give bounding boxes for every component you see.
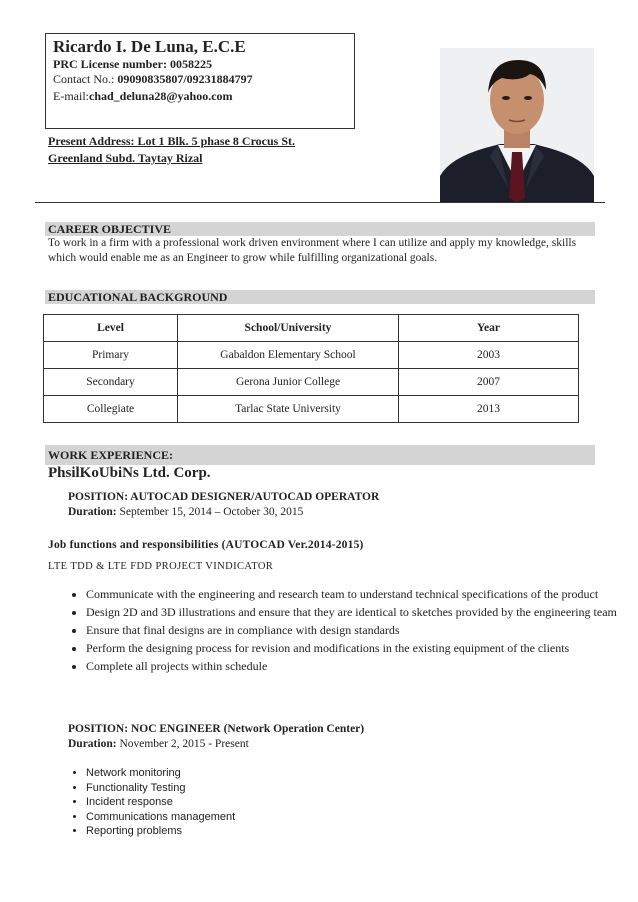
- list-item: • Network monitoring: [86, 766, 486, 781]
- list-item: • Functionality Testing: [86, 781, 486, 796]
- project-name: LTE TDD & LTE FDD PROJECT VINDICATOR: [48, 561, 274, 572]
- school-cell: Gabaldon Elementary School: [178, 342, 399, 369]
- table-row: [44, 369, 579, 396]
- contact-value: 09090835807/09231884797: [117, 72, 253, 86]
- education-heading: EDUCATIONAL BACKGROUND: [45, 290, 595, 304]
- table-row: [44, 396, 579, 423]
- address-line-2: Greenland Subd. Taytay Rizal: [48, 151, 203, 165]
- job-functions-heading: Job functions and responsibilities (AUTOCAD Ver.2014-2015): [48, 539, 364, 551]
- list-item: • Ensure that final designs are in compliance with design standards: [86, 622, 626, 638]
- work-experience-heading: WORK EXPERIENCE:: [45, 445, 595, 465]
- company-name: PhsilKoUbiNs Ltd. Corp.: [48, 465, 211, 481]
- prc-license: [53, 57, 212, 72]
- email: [53, 89, 233, 104]
- year-cell: 2013: [399, 396, 579, 423]
- applicant-name: Ricardo I. De Luna, E.C.E: [53, 37, 246, 56]
- level-cell: Secondary: [44, 369, 178, 396]
- job2-duration-label: Duration:: [68, 738, 120, 750]
- list-item: • Incident response: [86, 795, 486, 810]
- year-cell: 2007: [399, 369, 579, 396]
- table-header-row: [44, 315, 579, 342]
- list-item: • Perform the designing process for revision and modifications in the existing equipment of the clients: [86, 640, 626, 656]
- column-header-year: Year: [399, 315, 579, 342]
- contact-number: [53, 72, 253, 87]
- job2-position: POSITION: NOC ENGINEER (Network Operation Center): [68, 723, 365, 735]
- address-line-1: Present Address: Lot 1 Blk. 5 phase 8 Crocus St.: [48, 134, 296, 148]
- year-cell: 2003: [399, 342, 579, 369]
- job1-position: POSITION: AUTOCAD DESIGNER/AUTOCAD OPERATOR: [68, 491, 380, 503]
- list-item: • Communicate with the engineering and research team to understand technical specifications of the product: [86, 586, 626, 602]
- email-value[interactable]: chad_deluna28@yahoo.com: [89, 89, 233, 103]
- column-header-level: Level: [44, 315, 178, 342]
- career-objective-text: To work in a firm with a professional work driven environment where I can utilize and apply my knowledge, skills which would enable me as an Engineer to grow while fulfilling organizational goals.: [48, 237, 577, 264]
- table-row: [44, 342, 579, 369]
- list-item: • Communications management: [86, 810, 486, 825]
- job2-responsibilities: [48, 766, 486, 839]
- job2-duration-value: November 2, 2015 - Present: [119, 738, 249, 750]
- prc-label: PRC License number:: [53, 57, 170, 71]
- school-cell: Tarlac State University: [178, 396, 399, 423]
- level-cell: Collegiate: [44, 396, 178, 423]
- education-table: [43, 314, 579, 423]
- job1-duration: [68, 506, 303, 518]
- contact-label: Contact No.:: [53, 72, 118, 86]
- list-item: • Reporting problems: [86, 824, 486, 839]
- person-portrait-icon: [440, 48, 594, 203]
- prc-value: 0058225: [170, 57, 212, 71]
- job1-duration-label: Duration:: [68, 506, 120, 518]
- job1-responsibilities: [48, 586, 626, 676]
- column-header-school: School/University: [178, 315, 399, 342]
- header-divider: [35, 202, 605, 203]
- email-label: E-mail:: [53, 89, 89, 103]
- list-item: • Design 2D and 3D illustrations and ensure that they are identical to sketches provided by the engineering team: [86, 604, 626, 620]
- present-address: [48, 133, 368, 167]
- career-objective-heading: CAREER OBJECTIVE: [45, 222, 595, 236]
- level-cell: Primary: [44, 342, 178, 369]
- school-cell: Gerona Junior College: [178, 369, 399, 396]
- job2-duration: [68, 738, 249, 750]
- profile-photo: [440, 48, 594, 203]
- list-item: • Complete all projects within schedule: [86, 658, 626, 674]
- job1-duration-value: September 15, 2014 – October 30, 2015: [119, 506, 304, 518]
